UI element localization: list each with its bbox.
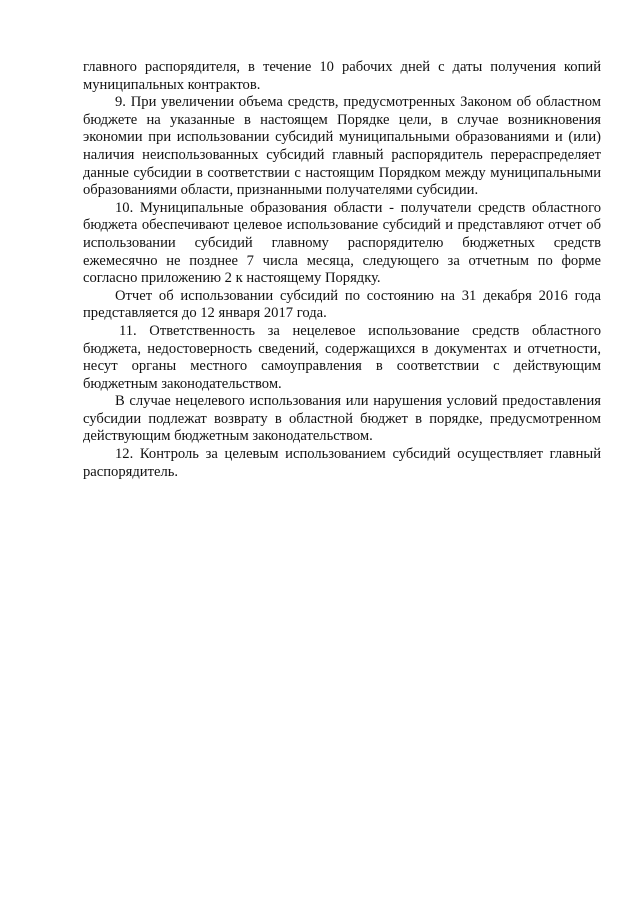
paragraph-report-deadline: Отчет об использовании субсидий по состоянию на 31 декабря 2016 года представляется до 12 января 2017 года. [83, 287, 601, 322]
paragraph-10-reporting: 10. Муниципальные образования области - получатели средств областного бюджета обеспечивают целевое использование субсидий и представляют отчет об использовании субсидий главному распорядителю бюджетных средств ежемесячно не позднее 7 числа месяца, следующего за отчетным по форме согласно приложению 2 к настоящему Порядку. [83, 199, 601, 287]
paragraph-11-responsibility: 11. Ответственность за нецелевое использование средств областного бюджета, недостоверность сведений, содержащихся в документах и отчетности, несут органы местного самоуправления в соответствии с действующим бюджетным законодательством. [83, 322, 601, 392]
document-body [83, 59, 601, 481]
paragraph-refund: В случае нецелевого использования или нарушения условий предоставления субсидии подлежат возврату в областной бюджет в порядке, предусмотренном действующим бюджетным законодательством. [83, 393, 601, 445]
paragraph-12-control: 12. Контроль за целевым использованием субсидий осуществляет главный распорядитель. [83, 446, 601, 480]
paragraph-contracts-continuation: главного распорядителя, в течение 10 рабочих дней с даты получения копий муниципальных контрактов. [83, 59, 601, 93]
paragraph-9-redistribution: 9. При увеличении объема средств, предусмотренных Законом об областном бюджете на указанные в настоящем Порядке цели, в случае возникновения экономии при использовании субсидий муниципальными образованиями и (или) наличия неиспользованных субсидий главный распорядитель перераспределяет данные субсидии в соответствии с настоящим Порядком между муниципальными образованиями области, признанными получателями субсидии. [83, 94, 601, 199]
